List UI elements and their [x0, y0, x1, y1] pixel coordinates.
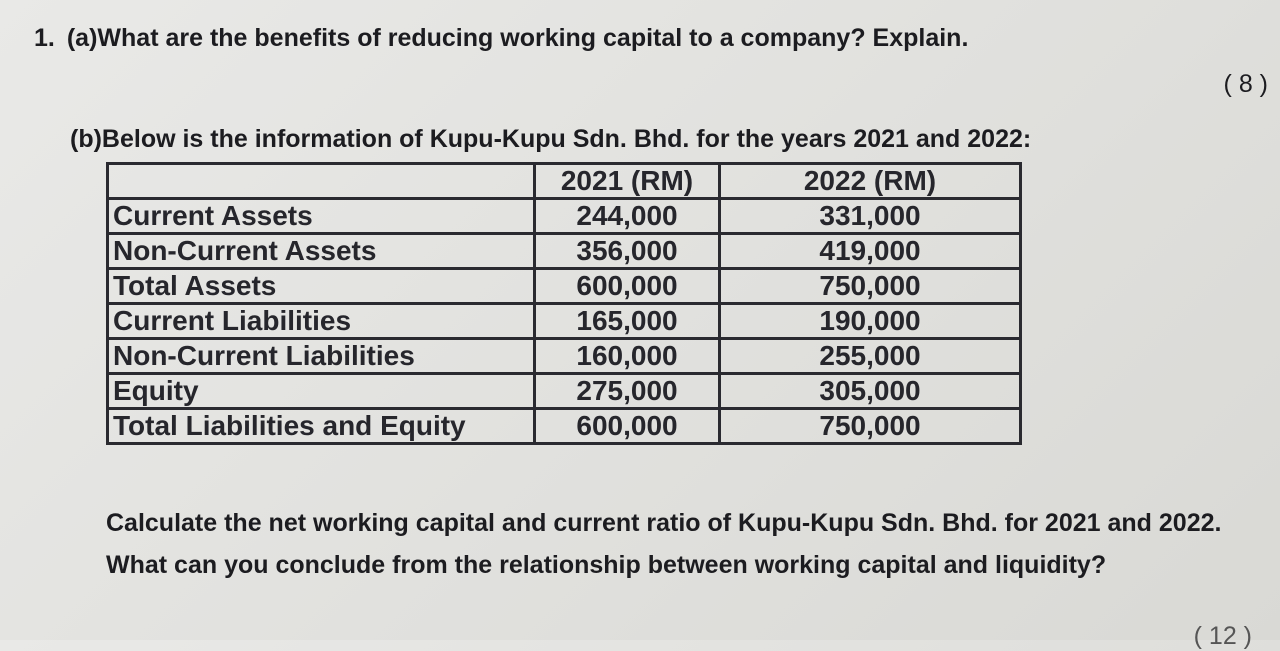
value-2021: 165,000 [535, 304, 720, 339]
header-2021: 2021 (RM) [535, 164, 720, 199]
part-b-text: Below is the information of Kupu-Kupu Sdn. Bhd. for the years 2021 and 2022: [101, 125, 1032, 153]
row-label: Current Liabilities [108, 304, 535, 339]
value-2021: 600,000 [535, 269, 720, 304]
value-2022: 190,000 [720, 304, 1021, 339]
value-2022: 750,000 [720, 269, 1021, 304]
value-2021: 600,000 [535, 409, 720, 444]
part-b-label: (b) [70, 125, 102, 153]
table-row [108, 409, 1021, 444]
value-2021: 275,000 [535, 374, 720, 409]
value-2022: 419,000 [720, 234, 1021, 269]
value-2021: 356,000 [535, 234, 720, 269]
value-2021: 244,000 [535, 199, 720, 234]
header-2022: 2022 (RM) [720, 164, 1021, 199]
table-row [108, 199, 1021, 234]
table-row [108, 339, 1021, 374]
value-2022: 750,000 [720, 409, 1021, 444]
table-row [108, 374, 1021, 409]
question-number: 1. [34, 24, 55, 52]
value-2022: 255,000 [720, 339, 1021, 374]
part-b-instruction: Calculate the net working capital and current ratio of Kupu-Kupu Sdn. Bhd. for 2021 and 2022. What can you conclude from the relationship between working capital and liquidity? [106, 509, 1222, 579]
financial-info-table [106, 162, 1022, 445]
part-b-marks: ( 12 ) [1193, 622, 1252, 650]
row-label: Equity [108, 374, 535, 409]
table-row [108, 234, 1021, 269]
value-2022: 305,000 [720, 374, 1021, 409]
row-label: Current Assets [108, 199, 535, 234]
table-row [108, 304, 1021, 339]
value-2022: 331,000 [720, 199, 1021, 234]
table-header-row [108, 164, 1021, 199]
row-label: Non-Current Assets [108, 234, 535, 269]
table-row [108, 269, 1021, 304]
header-blank [108, 164, 535, 199]
question-1-part-a [34, 24, 968, 53]
value-2021: 160,000 [535, 339, 720, 374]
part-a-marks: ( 8 ) [1223, 70, 1268, 98]
row-label: Total Assets [108, 269, 535, 304]
row-label: Total Liabilities and Equity [108, 409, 535, 444]
part-a-label: (a) [66, 24, 98, 52]
part-a-text: What are the benefits of reducing working capital to a company? Explain. [97, 24, 969, 52]
question-1-part-b [70, 125, 1031, 154]
row-label: Non-Current Liabilities [108, 339, 535, 374]
